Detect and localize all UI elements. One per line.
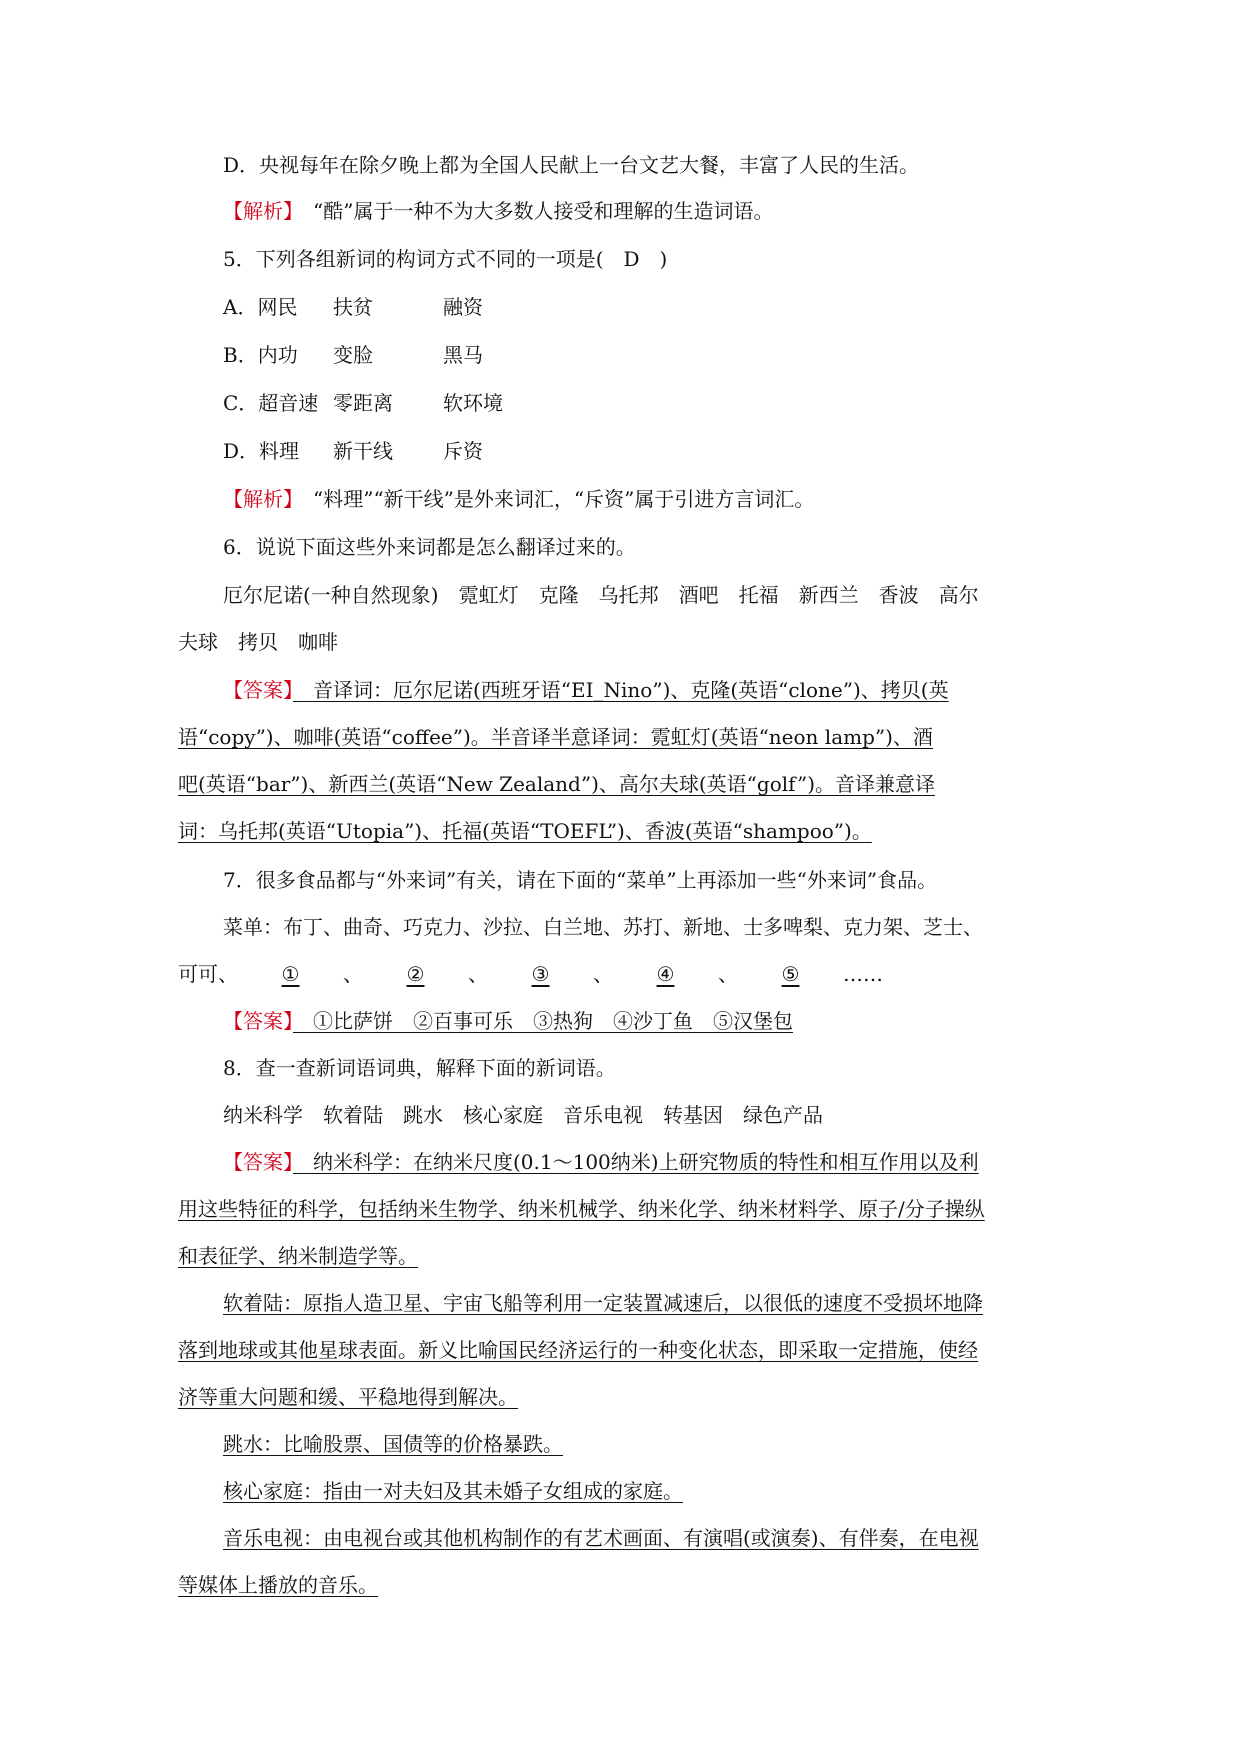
question-7: 7．很多食品都与“外来词”有关，请在下面的“菜单”上再添加一些“外来词”食品。 xyxy=(223,868,938,892)
option-cell: 新干线 xyxy=(333,439,393,463)
q7-menu-line1: 菜单：布丁、曲奇、巧克力、沙拉、白兰地、苏打、新地、士多啤梨、克力架、芝士、 xyxy=(223,915,983,939)
analysis-text: “酷”属于一种不为大多数人接受和理解的生造词语。 xyxy=(293,199,774,223)
option-cell: 融资 xyxy=(443,295,483,319)
option-cell: 变脸 xyxy=(333,343,373,367)
analysis-tag: 【解析】 xyxy=(223,487,293,511)
q6-words-line2: 夫球 拷贝 咖啡 xyxy=(178,630,338,654)
answer-q8-line7: 跳水：比喻股票、国债等的价格暴跌。 xyxy=(223,1432,563,1456)
answer-tag: 【答案】 xyxy=(223,1009,293,1033)
answer-q6-line2: 语“copy”)、咖啡(英语“coffee”)。半音译半意译词：霓虹灯(英语“neon lamp”)、酒 xyxy=(178,725,933,749)
answer-blank-4[interactable]: ④ xyxy=(656,962,675,986)
q8-words: 纳米科学 软着陆 跳水 核心家庭 音乐电视 转基因 绿色产品 xyxy=(223,1103,823,1127)
answer-text: 纳米科学：在纳米尺度(0.1～100纳米)上研究物质的特性和相互作用以及利 xyxy=(293,1150,979,1174)
q6-words-line1: 厄尔尼诺(一种自然现象) 霓虹灯 克隆 乌托邦 酒吧 托福 新西兰 香波 高尔 xyxy=(223,583,979,607)
analysis-text: “料理”“新干线”是外来词汇，“斥资”属于引进方言词汇。 xyxy=(293,487,815,511)
option-cell: 零距离 xyxy=(333,391,393,415)
answer-q7 xyxy=(223,1006,793,1036)
q5-option-b xyxy=(223,340,553,370)
answer-tag: 【答案】 xyxy=(223,678,293,702)
menu-suffix: …… xyxy=(843,962,883,986)
analysis-q5 xyxy=(223,484,814,514)
analysis-tag: 【解析】 xyxy=(223,199,293,223)
analysis-q4 xyxy=(223,196,773,226)
option-cell: D．料理 xyxy=(223,439,300,463)
answer-q8-line5: 落到地球或其他星球表面。新义比喻国民经济运行的一种变化状态，即采取一定措施，使经 xyxy=(178,1338,978,1362)
answer-text: ①比萨饼 ②百事可乐 ③热狗 ④沙丁鱼 ⑤汉堡包 xyxy=(293,1009,793,1033)
option-cell: 软环境 xyxy=(443,391,503,415)
answer-q8-line6: 济等重大问题和缓、平稳地得到解决。 xyxy=(178,1385,518,1409)
option-cell: B．内功 xyxy=(223,343,298,367)
answer-q8-line4: 软着陆：原指人造卫星、宇宙飞船等利用一定装置减速后，以很低的速度不受损坏地降 xyxy=(223,1291,983,1315)
menu-prefix: 可可、 xyxy=(178,962,238,986)
answer-q8-line8: 核心家庭：指由一对夫妇及其未婚子女组成的家庭。 xyxy=(223,1479,683,1503)
q5-option-d xyxy=(223,436,553,466)
option-cell: C．超音速 xyxy=(223,391,319,415)
option-cell: 斥资 xyxy=(443,439,483,463)
option-cell: 黑马 xyxy=(443,343,483,367)
q5-option-c xyxy=(223,388,553,418)
answer-tag: 【答案】 xyxy=(223,1150,293,1174)
answer-q6-line4: 词：乌托邦(英语“Utopia”)、托福(英语“TOEFL”)、香波(英语“shampoo”)。 xyxy=(178,819,872,843)
question-6: 6．说说下面这些外来词都是怎么翻译过来的。 xyxy=(223,535,636,559)
answer-blank-3[interactable]: ③ xyxy=(531,962,550,986)
q7-menu-line2: 可可、 ① 、 ② 、 ③ 、 ④ 、 ⑤ …… xyxy=(178,959,883,989)
question-8: 8．查一查新词语词典，解释下面的新词语。 xyxy=(223,1056,616,1080)
answer-q8-line2: 用这些特征的科学，包括纳米生物学、纳米机械学、纳米化学、纳米材料学、原子/分子操纵 xyxy=(178,1197,985,1221)
answer-blank-5[interactable]: ⑤ xyxy=(781,962,800,986)
option-cell: A．网民 xyxy=(223,295,298,319)
answer-blank-2[interactable]: ② xyxy=(406,962,425,986)
option-cell: 扶贫 xyxy=(333,295,373,319)
answer-q6-line1 xyxy=(223,675,949,705)
answer-text: 音译词：厄尔尼诺(西班牙语“EI_Nino”)、克隆(英语“clone”)、拷贝(英 xyxy=(293,678,949,702)
answer-q8-line9: 音乐电视：由电视台或其他机构制作的有艺术画面、有演唱(或演奏)、有伴奏，在电视 xyxy=(223,1526,979,1550)
answer-q8-line1 xyxy=(223,1147,979,1177)
question-5: 5．下列各组新词的构词方式不同的一项是( D ) xyxy=(223,247,668,271)
answer-q8-line3: 和表征学、纳米制造学等。 xyxy=(178,1244,418,1268)
answer-blank-1[interactable]: ① xyxy=(281,962,300,986)
q5-option-a xyxy=(223,292,553,322)
option-d-q4: D．央视每年在除夕晚上都为全国人民献上一台文艺大餐，丰富了人民的生活。 xyxy=(223,153,920,177)
answer-q6-line3: 吧(英语“bar”)、新西兰(英语“New Zealand”)、高尔夫球(英语“golf”)。音译兼意译 xyxy=(178,772,936,796)
answer-q8-line10: 等媒体上播放的音乐。 xyxy=(178,1573,378,1597)
